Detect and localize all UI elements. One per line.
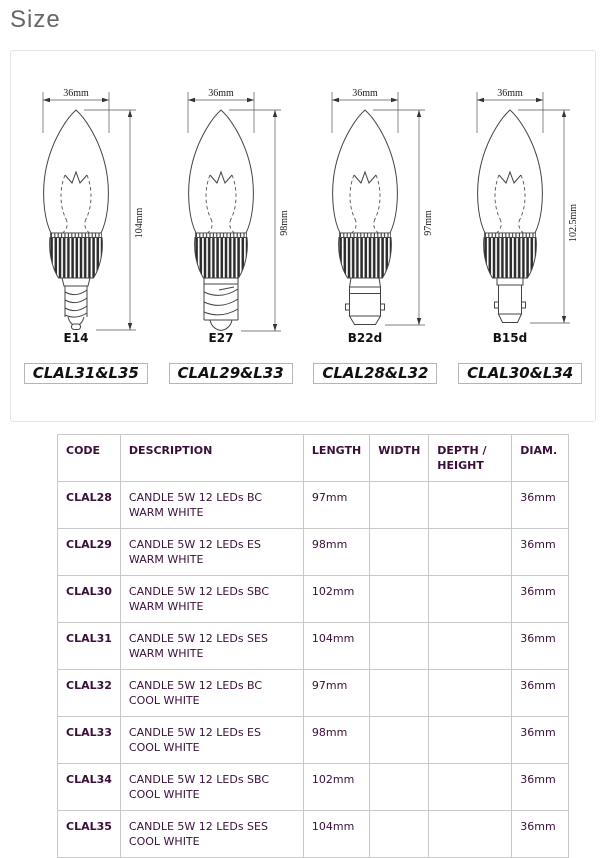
bulb-figure-b15d xyxy=(450,83,590,384)
cell-depth-height xyxy=(429,576,512,623)
cell-code: CLAL29 xyxy=(58,529,121,576)
description-line-1: CANDLE 5W 12 LEDs SBC xyxy=(128,773,270,786)
cell-depth-height xyxy=(429,811,512,858)
base-type-label: B15d xyxy=(492,331,528,345)
cell-depth-height xyxy=(429,623,512,670)
cell-width xyxy=(370,482,429,529)
cell-width xyxy=(370,670,429,717)
table-row xyxy=(58,529,569,576)
cell-diam: 36mm xyxy=(512,529,569,576)
cell-code: CLAL28 xyxy=(58,482,121,529)
description-line-2: WARM WHITE xyxy=(128,647,204,660)
cell-code: CLAL32 xyxy=(58,670,121,717)
description-line-1: CANDLE 5W 12 LEDs BC xyxy=(128,679,263,692)
description-line-2: COOL WHITE xyxy=(128,741,200,754)
header-width: WIDTH xyxy=(370,435,429,482)
description-line-2: WARM WHITE xyxy=(128,506,204,519)
description-line-2: COOL WHITE xyxy=(128,788,200,801)
model-label: CLAL31&L35 xyxy=(24,363,148,384)
cell-diam: 36mm xyxy=(512,717,569,764)
bulb-drawing-e27 xyxy=(161,83,301,345)
cell-code: CLAL31 xyxy=(58,623,121,670)
cell-length: 104mm xyxy=(303,623,369,670)
cell-description xyxy=(120,529,303,576)
cell-width xyxy=(370,576,429,623)
table-row xyxy=(58,482,569,529)
bulb-drawing-b15d xyxy=(450,83,590,345)
cell-width xyxy=(370,529,429,576)
cell-length: 97mm xyxy=(303,482,369,529)
cell-description xyxy=(120,717,303,764)
bulb-drawing-b22d xyxy=(305,83,445,345)
cell-width xyxy=(370,717,429,764)
cell-width xyxy=(370,623,429,670)
height-dimension-label: 102.5mm xyxy=(568,203,580,243)
cell-description xyxy=(120,670,303,717)
base-type-label: B22d xyxy=(348,331,383,345)
cell-length: 102mm xyxy=(303,764,369,811)
bulb-figure-b22d xyxy=(305,83,445,384)
cell-code: CLAL30 xyxy=(58,576,121,623)
description-line-2: WARM WHITE xyxy=(128,553,204,566)
bulb-figure-e27 xyxy=(161,83,301,384)
cell-depth-height xyxy=(429,764,512,811)
cell-length: 102mm xyxy=(303,576,369,623)
page-title: Size xyxy=(10,6,61,33)
spec-table xyxy=(57,434,569,858)
height-dimension-label: 98mm xyxy=(278,210,290,236)
cell-description xyxy=(120,764,303,811)
cell-diam: 36mm xyxy=(512,482,569,529)
cell-description xyxy=(120,576,303,623)
width-dimension-label: 36mm xyxy=(497,88,523,99)
header-description: DESCRIPTION xyxy=(120,435,303,482)
cell-diam: 36mm xyxy=(512,670,569,717)
bulb-figure-e14 xyxy=(16,83,156,384)
description-line-1: CANDLE 5W 12 LEDs ES xyxy=(128,726,261,739)
table-row xyxy=(58,717,569,764)
cell-length: 98mm xyxy=(303,529,369,576)
cell-length: 98mm xyxy=(303,717,369,764)
description-line-1: CANDLE 5W 12 LEDs SES xyxy=(128,632,268,645)
description-line-1: CANDLE 5W 12 LEDs SBC xyxy=(128,585,270,598)
cell-diam: 36mm xyxy=(512,623,569,670)
description-line-2: COOL WHITE xyxy=(128,835,200,848)
table-header-row xyxy=(58,435,569,482)
cell-width xyxy=(370,764,429,811)
description-line-2: WARM WHITE xyxy=(128,600,204,613)
header-code: CODE xyxy=(58,435,121,482)
cell-depth-height xyxy=(429,482,512,529)
model-label: CLAL30&L34 xyxy=(458,363,582,384)
model-label: CLAL28&L32 xyxy=(313,363,437,384)
cell-depth-height xyxy=(429,529,512,576)
header-diam: DIAM. xyxy=(512,435,569,482)
description-line-2: COOL WHITE xyxy=(128,694,200,707)
cell-depth-height xyxy=(429,670,512,717)
cell-description xyxy=(120,811,303,858)
cell-description xyxy=(120,623,303,670)
width-dimension-label: 36mm xyxy=(207,88,234,99)
table-row xyxy=(58,670,569,717)
height-dimension-label: 97mm xyxy=(423,210,435,236)
base-type-label: E14 xyxy=(63,331,89,345)
cell-depth-height xyxy=(429,717,512,764)
description-line-1: CANDLE 5W 12 LEDs SES xyxy=(128,820,268,833)
base-type-label: E27 xyxy=(208,331,234,345)
model-label: CLAL29&L33 xyxy=(169,363,293,384)
table-row xyxy=(58,811,569,858)
description-line-1: CANDLE 5W 12 LEDs BC xyxy=(128,491,263,504)
bulb-drawing-e14 xyxy=(16,83,156,345)
cell-code: CLAL35 xyxy=(58,811,121,858)
table-row xyxy=(58,764,569,811)
width-dimension-label: 36mm xyxy=(63,88,89,99)
cell-code: CLAL34 xyxy=(58,764,121,811)
cell-length: 104mm xyxy=(303,811,369,858)
cell-diam: 36mm xyxy=(512,576,569,623)
size-diagram-panel xyxy=(10,50,596,422)
cell-length: 97mm xyxy=(303,670,369,717)
cell-width xyxy=(370,811,429,858)
table-row xyxy=(58,576,569,623)
header-depth-height: DEPTH / HEIGHT xyxy=(429,435,512,482)
table-row xyxy=(58,623,569,670)
cell-description xyxy=(120,482,303,529)
height-dimension-label: 104mm xyxy=(133,207,145,239)
cell-diam: 36mm xyxy=(512,764,569,811)
header-length: LENGTH xyxy=(303,435,369,482)
cell-code: CLAL33 xyxy=(58,717,121,764)
width-dimension-label: 36mm xyxy=(352,88,379,99)
description-line-1: CANDLE 5W 12 LEDs ES xyxy=(128,538,261,551)
cell-diam: 36mm xyxy=(512,811,569,858)
